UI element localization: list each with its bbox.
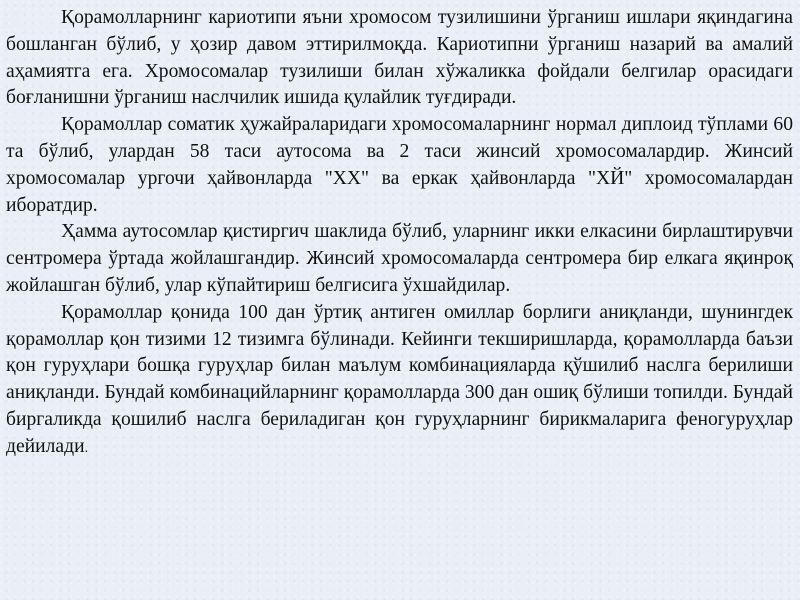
paragraph-karyotype-intro: Қорамолларнинг кариотипи яъни хромосом тузилишини ўрганиш ишлари яқиндагина бошланган бўлиб, у ҳозир давом эттирилмоқда. Кариотипни ўрганиш назарий ва амалий аҳамиятга ега. Хромосомалар тузилиши билан хўжаликка фойдали белгилар орасидаги боғланишни ўрганиш наслчилик ишида қулайлик туғдиради. [6,7,793,109]
paragraph-autosomes: Ҳамма аутосомлар қистиргич шаклида бўлиб, уларнинг икки елкасини бирлаштирувчи сентромера ўртада жойлашгандир. Жинсий хромосомаларда сентромера бир елкага яқинроқ жойлашган бўлиб, улар кўпайтириш белгисига ўхшайдилар. [6,221,793,296]
paragraph-diploid-set: Қорамоллар соматик ҳужайраларидаги хромосомаларнинг нормал диплоид тўплами 60 та бўлиб, улардан 58 таси аутосома ва 2 таси жинсий хромосомалардир. Жинсий хромосомалар ургочи ҳайвонларда "XX" ва еркак ҳайвонларда "XЙ" хромосомалардан иборатдир. [6,114,793,216]
paragraph-blood-groups-text: Қорамоллар қонида 100 дан ўртиқ антиген омиллар борлиги аниқланди, шунингдек қорамоллар қон тизими 12 тизимга бўлинади. Кейинги текширишларда, қорамолларда баъзи қон гуруҳлари бошқа гуруҳлар билан маълум комбинацияларда қўшилиб наслга берилиши аниқланди. Бундай комбинацийларнинг қорамолларда 300 дан ошиқ бўлиши топилди. Бундай биргаликда қошилиб наслга бериладиган қон гуруҳларнинг бирикмаларига феногуруҳлар дейилади [6,301,793,457]
paragraph-end-period: . [84,440,89,456]
paragraph-blood-groups [6,300,793,463]
